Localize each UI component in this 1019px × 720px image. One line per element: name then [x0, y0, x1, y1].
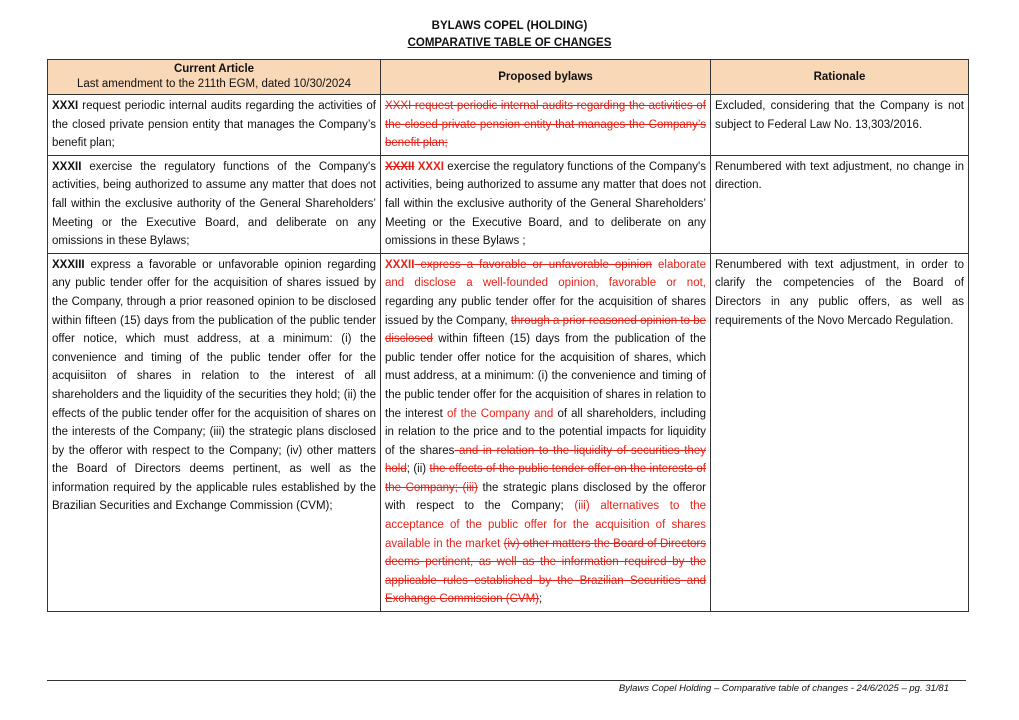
current-article-cell — [48, 95, 381, 156]
article-text: the strategic plans disclosed by the offeror with respect to the Company; — [385, 481, 706, 513]
current-article-subtitle: Last amendment to the 211th EGM, dated 10/30/2024 — [76, 78, 352, 90]
article-text: express a favorable or unfavorable opinion regarding any public tender offer for the acquisition of shares issued by the Company, through a prior reasoned opinion to be disclosed within fifteen (15) days from the publication of the public tender offer notice, which must address, at a minimum: (i) the convenience and timing of the public tender offer for the acquisiiton of shares in relation to the interest of all shareholders and the liquidity of the securities they hold; (ii) the effects of the public tender offer for the acquisition of shares on the interests of the Company; (iii) the strategic plans disclosed by the offeror with respect to the Company; (iv) other matters the Board of Directors deems pertinent, as well as the information required by the applicable rules established by the Brazilian Securities and Exchange Commission (CVM); — [52, 258, 376, 513]
article-text: regarding any public tender offer for the acquisition of shares issued by the Company, — [385, 295, 706, 327]
current-article-title: Current Article — [173, 63, 255, 75]
proposed-bylaws-cell — [381, 95, 711, 156]
table-row — [48, 253, 969, 611]
article-text: within fifteen (15) days from the publication of the public tender offer notice for the acquisition of shares, which must address, at a minimum: (i) the convenience and timing of the public tender offer for the acquisition of shares in relation to the interest — [385, 333, 706, 420]
proposed-bylaws-header: Proposed bylaws — [381, 60, 711, 95]
current-article-cell — [48, 253, 381, 611]
article-text: exercise the regulatory functions of the Company's activities, being authorized to assume any matter that does not fall within the exclusive authority of the General Shareholders’ Meeting or the Executive Board, and to deliberate on any omissions in these Bylaws ; — [385, 160, 706, 248]
rationale-header: Rationale — [711, 60, 969, 95]
page-footer: Bylaws Copel Holding – Comparative table of changes - 24/6/2025 – pg. 31/81 — [618, 683, 949, 694]
proposed-bylaws-cell — [381, 253, 711, 611]
proposed-bylaws-cell — [381, 155, 711, 253]
table-row — [48, 155, 969, 253]
document-subtitle: COMPARATIVE TABLE OF CHANGES — [407, 37, 612, 49]
article-number: XXXI — [52, 100, 79, 112]
document-title: BYLAWS COPEL (HOLDING) — [431, 20, 588, 32]
table-row — [48, 95, 969, 156]
deleted-text: express a favorable or unfavorable opinion — [414, 258, 652, 271]
deleted-text: and in relation to the liquidity of securities they hold — [385, 444, 706, 476]
inserted-text: (iii) alternatives to the acceptance of the public offer for the acquisition of shares available in the market — [385, 500, 706, 550]
rationale-cell: Renumbered with text adjustment, no change in direction. — [711, 155, 969, 253]
current-article-header — [48, 60, 381, 95]
new-article-number: XXXII — [385, 258, 415, 271]
comparative-table — [47, 59, 969, 612]
article-number: XXXII — [52, 160, 82, 173]
rationale-cell: Excluded, considering that the Company is not subject to Federal Law No. 13,303/2016. — [711, 95, 969, 156]
article-text: of all shareholders, including in relation to the price and to the potential impacts for liquidity of the shares — [385, 407, 706, 457]
article-text: request periodic internal audits regarding the activities of the closed private pension entity that manages the Company’s benefit plan; — [52, 100, 376, 150]
inserted-text: elaborate and disclose a well-founded opinion, favorable or not, — [385, 258, 706, 290]
table-header-row — [48, 60, 969, 95]
article-text: ; (ii) — [406, 463, 430, 476]
current-article-cell — [48, 155, 381, 253]
footer-divider — [47, 680, 966, 681]
inserted-text: of the Company and — [446, 407, 554, 420]
deleted-text: the effects of the public tender offer on the interests of the Company; (iii) — [385, 463, 706, 494]
article-text: ; — [539, 593, 543, 606]
deleted-text: XXXI request periodic internal audits regarding the activities of the closed private pension entity that manages the Company’s benefit plan; — [385, 100, 706, 150]
deleted-text: through a prior reasoned opinion to be disclosed — [385, 314, 706, 346]
deleted-article-number: XXXII — [385, 160, 415, 173]
new-article-number: XXXI — [417, 160, 444, 173]
rationale-cell: Renumbered with text adjustment, in order to clarify the competencies of the Board of Directors in any public offers, as well as requirements of the Novo Mercado Regulation. — [711, 253, 969, 611]
deleted-text: (iv) other matters the Board of Directors deems pertinent, as well as the information required by the applicable rules established by the Brazilian Securities and Exchange Commission (CVM) — [385, 537, 706, 606]
article-number: XXXIII — [52, 258, 85, 271]
article-text: exercise the regulatory functions of the Company's activities, being authorized to assume any matter that does not fall within the exclusive authority of the General Shareholders’ Meeting or the Executive Board, and deliberate on any omissions in these Bylaws; — [52, 160, 376, 248]
